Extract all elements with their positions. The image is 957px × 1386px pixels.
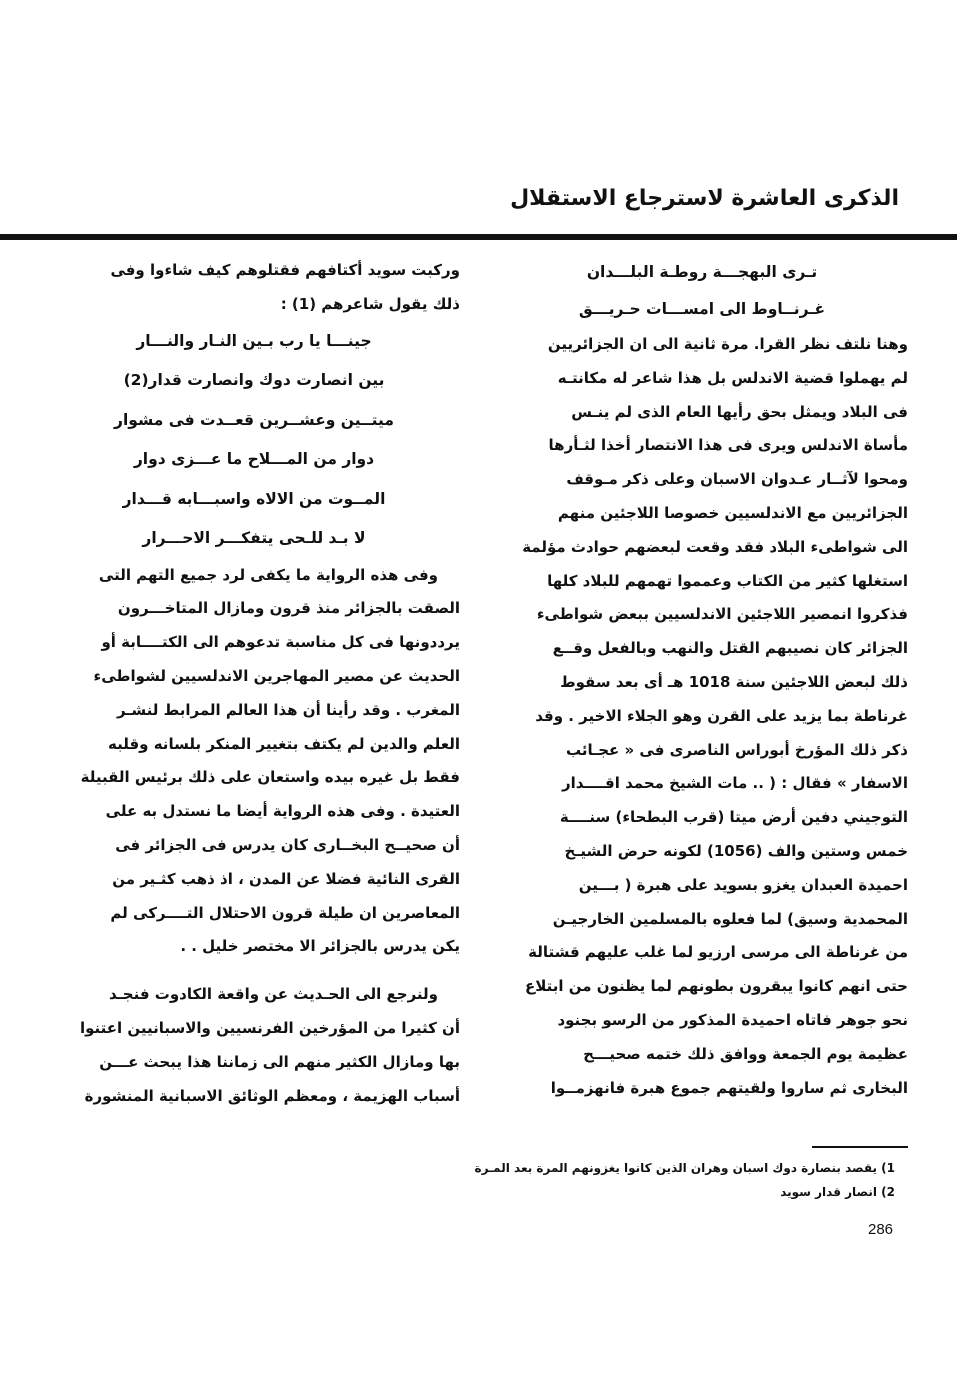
text-line: التوجيني دفين أرض ميتا (قرب البطحاء) سنــــة: [559, 808, 908, 827]
left-paragraph-1: [48, 559, 460, 965]
poem-line: دوار من المـــلاح ما عـــزى دوار: [133, 450, 375, 469]
text-line: فى البلاد ويمثل بحق رأيها العام الذى لم ينـس: [571, 402, 908, 421]
text-line: خمس وستين والف (1056) لكونه حرض الشيـخ: [564, 841, 908, 860]
text-line: الى شواطىء البلاد فقد وقعت لبعضهم حوادث مؤلمة: [522, 537, 908, 556]
text-line: يرددونها فى كل مناسبة تدعوهم الى الكتــــابة أو: [101, 633, 460, 652]
text-line: الجزائريين مع الاندلسيين خصوصا اللاجئين منهم: [557, 503, 908, 522]
text-line: حتى انهم كانوا يبقرون بطونهم لما يظنون من ابتلاع: [524, 977, 908, 996]
text-line: ومحوا لآثــار عـدوان الاسبان وعلى ذكر مـوقف: [566, 470, 908, 489]
text-line: وركبت سويد أكتافهم فقتلوهم كيف شاءوا وفى: [110, 261, 460, 279]
text-line: غرناطة بما يزيد على القرن وهو الجلاء الاخير . وقد: [535, 706, 908, 725]
left-poem: [48, 322, 460, 559]
right-column: [496, 254, 908, 1105]
text-line: الصقت بالجزائر منذ قرون ومازال المتاخـــرون: [117, 599, 460, 618]
text-line: ولنرجع الى الحـديث عن واقعة الكادوت فنجـد: [108, 985, 438, 1004]
poem-line: غـرنــاوط الى امســـات حـريـــق: [578, 300, 826, 318]
text-line: فذكروا انمصير اللاجئين الاندلسيين ببعض شواطىء: [536, 605, 908, 624]
poem-line: بين انصارت دوك وانصارت قدار(2): [123, 371, 385, 390]
text-line: أسباب الهزيمة ، ومعظم الوثائق الاسبانية المنشورة: [84, 1086, 460, 1105]
text-line: وفى هذه الرواية ما يكفى لرد جميع التهم التى: [98, 565, 438, 584]
text-line: فقط بل غيره بيده واستعان على ذلك برئيس القبيلة: [80, 768, 460, 787]
text-line: المعاصرين ان طيلة قرون الاحتلال التــــركى لم: [110, 903, 460, 922]
text-line: البخارى ثم ساروا ولقيتهم جموع هبرة فانهزمــوا: [550, 1078, 908, 1097]
footnote: 2) انصار قدار سويد: [780, 1185, 895, 1199]
text-line: أن كثيرا من المؤرخين الفرنسيين والاسبانيين اعتنوا: [79, 1018, 460, 1037]
page-header-title: الذكرى العاشرة لاسترجاع الاستقلال: [510, 186, 899, 211]
right-poem: [496, 254, 908, 328]
text-line: القرى النائية فضلا عن المدن ، اذ ذهب كثـير من: [112, 869, 460, 888]
text-line: استغلها كثير من الكتاب وعمموا تهمهم للبلاد كلها: [547, 571, 908, 590]
text-line: نحو جوهر فاتاه احميدة المذكور من الرسو بجنود: [557, 1010, 908, 1029]
right-body-text: [496, 328, 908, 1105]
left-intro: [48, 254, 460, 322]
text-line: ذلك لبعض اللاجئين سنة 1018 هـ أى بعد سقوط: [560, 672, 908, 691]
poem-line: جينـــا يا رب بـين النـار والنـــار: [136, 331, 372, 350]
text-line: العتيدة . وفى هذه الرواية أيضا ما نستدل به على: [105, 802, 460, 821]
text-line: ذلك يقول شاعرهم (1) :: [280, 294, 460, 313]
paragraph-gap: [48, 964, 460, 978]
text-line: لم يهملوا قضية الاندلس بل هذا شاعر له مكانتـه: [557, 368, 908, 387]
text-line: يكن يدرس بالجزائر الا مختصر خليل . .: [180, 937, 460, 956]
footnote: 1) يقصد بنصارة دوك اسبان وهران الذين كانوا يغزونهم المرة بعد المـرة: [474, 1161, 895, 1175]
footnotes: [295, 1156, 895, 1204]
left-paragraph-2: [48, 978, 460, 1113]
poem-line: تـرى البهجـــة روطـة البلـــدان: [586, 263, 818, 281]
text-line: احميدة العبدان يغزو بسويد على هبرة ( بـــين: [578, 875, 908, 894]
text-line: الجزائر كان نصيبهم القتل والنهب وبالفعل وقــع: [552, 639, 908, 658]
text-line: أن صحيــح البخــارى كان يدرس فى الجزائر فى: [115, 835, 460, 854]
text-line: بها ومازال الكثير منهم الى زماننا هذا يبحث عـــن: [99, 1052, 460, 1071]
text-line: وهنا نلتف نظر القرا. مرة ثانية الى ان الجزائريين: [547, 335, 908, 353]
header-rule: [0, 234, 957, 240]
text-line: المحمدية وسيق) لما فعلوه بالمسلمين الخارجيـن: [552, 909, 908, 928]
footnote-rule: [812, 1146, 908, 1148]
text-line: الحديث عن مصير المهاجرين الاندلسيين لشواطىء: [93, 666, 460, 685]
poem-line: المــوت من الالاه واسبـــابه قـــدار: [122, 489, 386, 508]
text-line: مأساة الاندلس ويرى فى هذا الانتصار أخذا لثـأرها: [548, 436, 908, 455]
text-line: الاسفار » فقال : ( .. مات الشيخ محمد اقــــدار: [561, 774, 908, 793]
poem-line: لا بـد للـحى يتفكـــر الاحـــرار: [142, 529, 366, 548]
text-line: ذكر ذلك المؤرخ أبوراس الناصرى فى « عجـائب: [565, 740, 908, 759]
text-line: من غرناطة الى مرسى ارزيو لما غلب عليهم قشتالة: [528, 943, 908, 962]
text-line: عظيمة يوم الجمعة ووافق ذلك ختمه صحيـــح: [583, 1044, 908, 1063]
text-line: المغرب . وقد رأينا أن هذا العالم المرابط لنشـر: [116, 700, 460, 719]
page-number: 286: [868, 1221, 894, 1238]
left-column: [48, 254, 460, 1113]
text-line: العلم والدين لم يكتف بتغيير المنكر بلسانه وقلبه: [108, 734, 460, 753]
poem-line: ميتــين وعشــرين قعــدت فى مشوار: [114, 410, 394, 429]
